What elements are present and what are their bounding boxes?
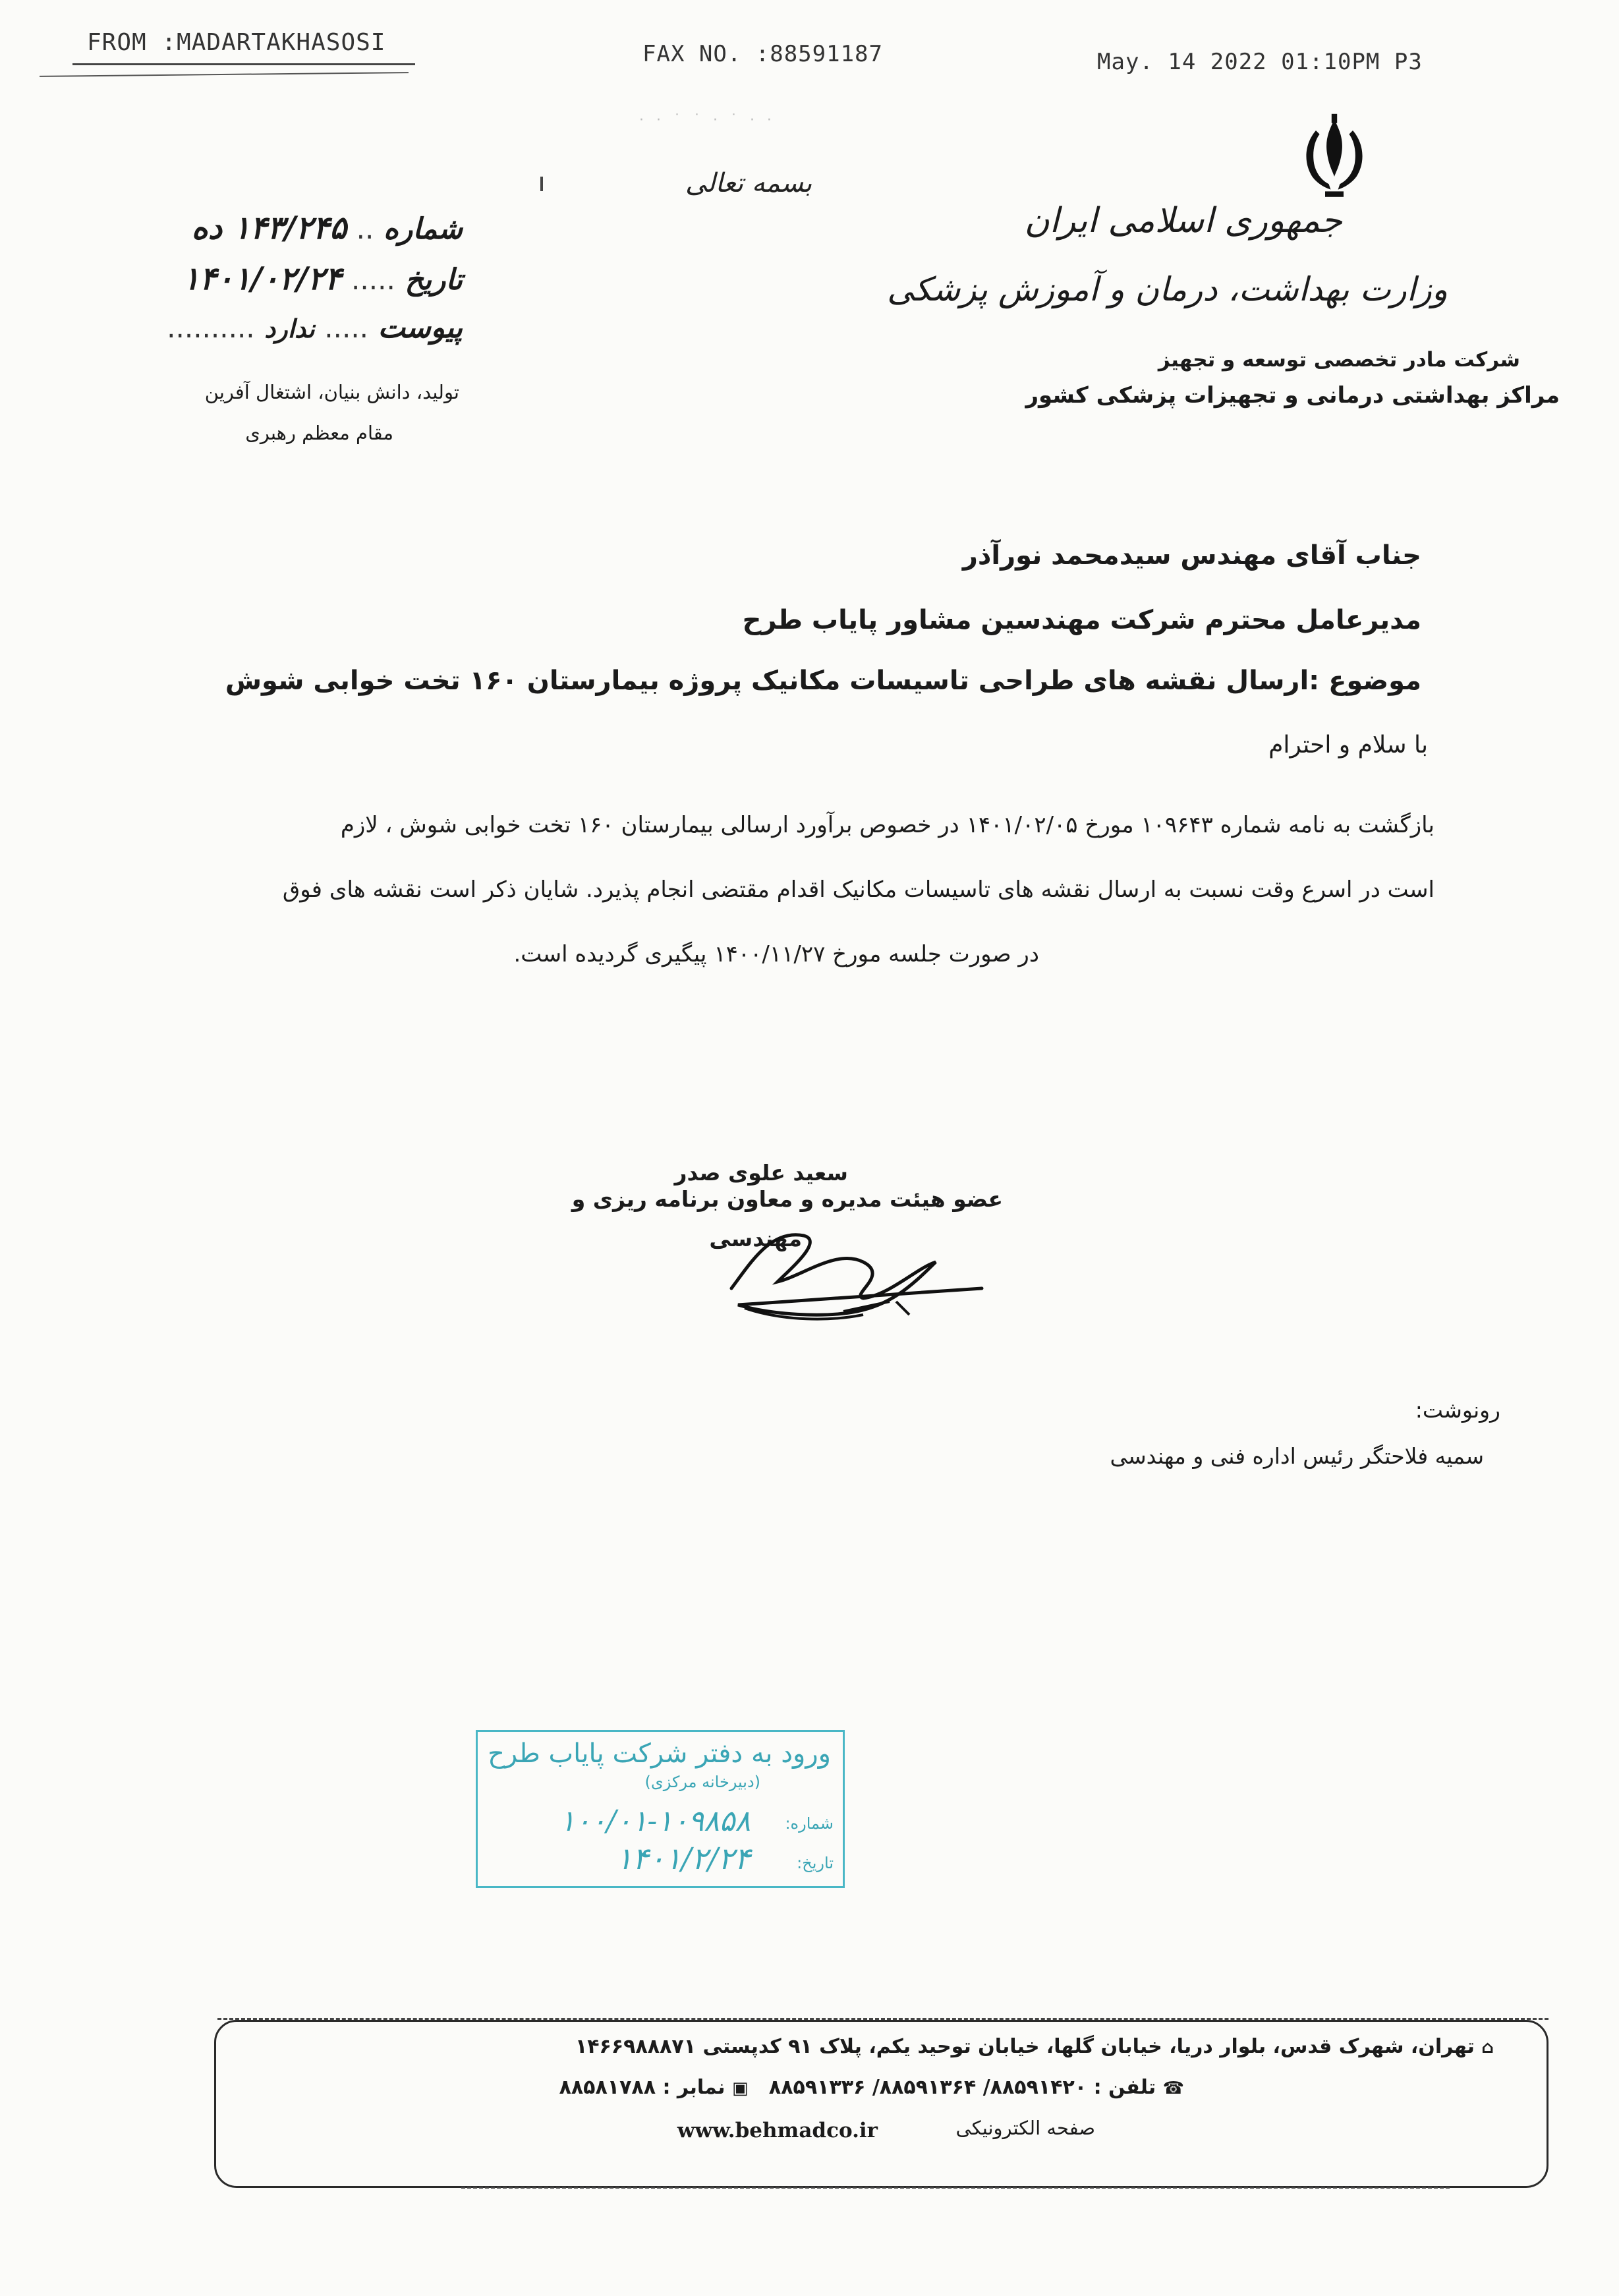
ministry-name: جمهوری اسلامی ایران [1024, 201, 1342, 241]
stamp-date-label: تاریخ: [797, 1854, 834, 1872]
stamp-title: ورود به دفتر شرکت پایاب طرح [488, 1738, 831, 1769]
letter-date-row: تاریخ ..... ۱۴۰۱/۰۲/۲۴ [183, 260, 463, 297]
body-paragraph-line: در صورت جلسه مورخ ۱۴۰۰/۱۱/۲۷ پیگیری گردیده است. [513, 941, 1039, 967]
fax-datetime: May. 14 2022 01:10PM P3 [1097, 49, 1423, 75]
body-paragraph-line: است در اسرع وقت نسبت به ارسال نقشه های تاسیسات مکانیک اقدام مقتضی انجام پذیرد. شایان ذکر است نقشه های فوق [282, 876, 1434, 903]
phone-icon: ☎ [1162, 2079, 1184, 2098]
stamp-number-value: ۱۰۰/۰۱-۱۰۹۸۵۸ [559, 1804, 751, 1838]
footer-address-text: تهران، شهرک قدس، بلوار دریا، خیابان گلها، خیابان توحید یکم، پلاک ۹۱ کدپستی ۱۴۶۶۹۸۸۸۷۱ [575, 2035, 1475, 2058]
scan-mark [540, 177, 543, 191]
cc-label: رونوشت: [1415, 1397, 1500, 1423]
footer-address [575, 2035, 1494, 2058]
fax-icon: ▣ [731, 2079, 749, 2098]
cc-recipient: سمیه فلاحتگر رئیس اداره فنی و مهندسی [1110, 1443, 1484, 1469]
stamp-number-label: شماره: [785, 1814, 834, 1833]
number-label: شماره [383, 212, 463, 246]
footer-tel: تلفن : ۸۸۵۹۱۴۲۰/ ۸۸۵۹۱۳۶۴/ ۸۸۵۹۱۳۳۶ [768, 2076, 1156, 2099]
footer-contact [559, 2076, 1184, 2099]
stamp-date-value: ۱۴۰۱/۲/۲۴ [616, 1841, 751, 1876]
attachment-label: پیوست [378, 311, 463, 345]
organization-name-cont: مراکز بهداشتی درمانی و تجهیزات پزشکی کشور [1025, 382, 1560, 409]
receipt-stamp [476, 1730, 845, 1888]
invocation: بسمه تعالی [685, 168, 812, 198]
location-icon: ⌂ [1481, 2038, 1494, 2057]
stamp-subtitle: (دبیرخانه مرکزی) [644, 1773, 760, 1791]
recipient-title: مدیرعامل محترم شرکت مهندسین مشاور پایاب طرح [742, 605, 1421, 635]
scan-smudge: · · ˙ ˙ · ˙ · · [639, 112, 776, 129]
signatory-title-cont: مهندسی [709, 1226, 802, 1251]
footer-fax: نمابر : ۸۸۵۸۱۷۸۸ [559, 2076, 725, 2099]
greeting: با سلام و احترام [1268, 732, 1428, 759]
body-paragraph-line: بازگشت به نامه شماره ۱۰۹۶۴۳ مورخ ۱۴۰۱/۰۲/۰۵ در خصوص برآورد ارسالی بیمارستان ۱۶۰ تخت خوابی شوش ، لازم [340, 812, 1434, 838]
letter-number-row: شماره .. ۱۴۳/۲۴۵ ده [191, 210, 463, 246]
fax-from: FROM :MADARTAKHASOSI [87, 29, 386, 56]
recipient-name: جناب آقای مهندس سیدمحمد نورآذر [962, 540, 1421, 571]
date-label: تاریخ [405, 263, 463, 297]
footer-website-link[interactable]: www.behmadco.ir [677, 2119, 878, 2142]
footer-bottom-border [461, 2187, 1450, 2193]
divider [72, 63, 415, 65]
subject: موضوع :ارسال نقشه های طراحی تاسیسات مکانیک پروژه بیمارستان ۱۶۰ تخت خوابی شوش [225, 666, 1421, 696]
signatory-title: عضو هیئت مدیره و معاون برنامه ریزی و [571, 1186, 1003, 1212]
fax-number: FAX NO. :88591187 [642, 41, 883, 67]
divider [40, 72, 409, 77]
signatory-name: سعید علوی صدر [674, 1160, 848, 1186]
slogan: تولید، دانش بنیان، اشتغال آفرین [204, 381, 459, 403]
organization-name: شرکت مادر تخصصی توسعه و تجهیز [1158, 348, 1520, 372]
ministry-department: وزارت بهداشت، درمان و آموزش پزشکی [887, 270, 1448, 308]
attachment-value: ندارد [264, 314, 315, 343]
number-value: ۱۴۳/۲۴۵ ده [191, 210, 347, 246]
handwritten-signature [692, 1190, 1008, 1328]
slogan-attribution: مقام معظم رهبری [245, 422, 393, 444]
iran-emblem-icon [1288, 112, 1380, 204]
date-value: ۱۴۰۱/۰۲/۲۴ [183, 260, 342, 297]
footer-website-label: صفحه الکترونیکی [955, 2117, 1095, 2139]
letter-attachment-row: پیوست ..... ندارد .......... [167, 311, 463, 345]
